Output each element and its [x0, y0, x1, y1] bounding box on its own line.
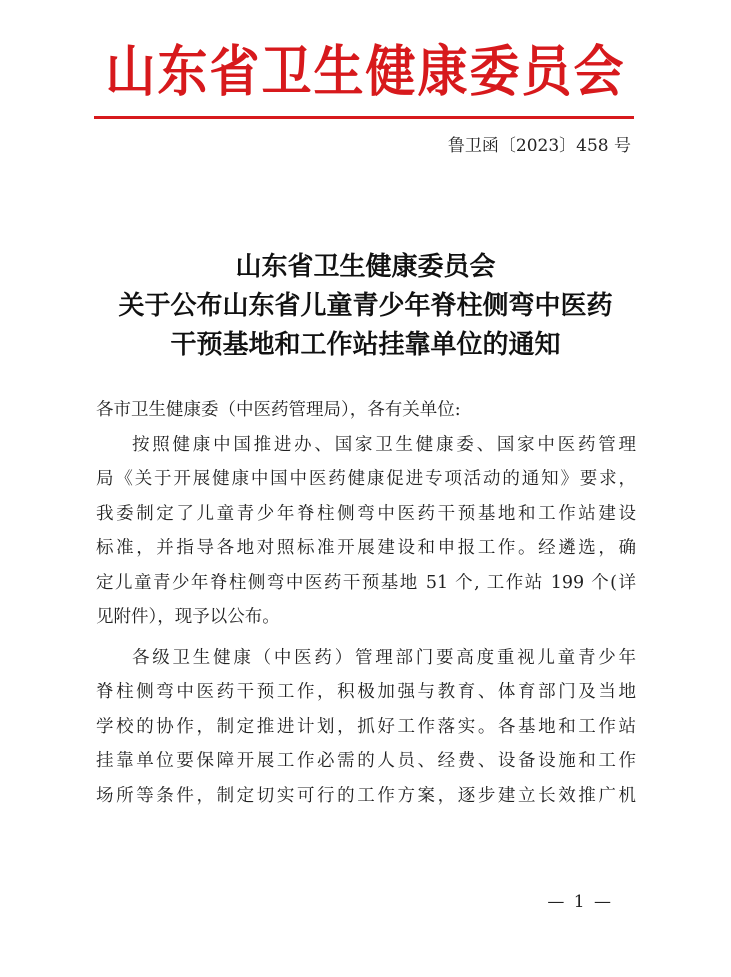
notice-title	[0, 248, 731, 365]
paragraph-2-line: 挂靠单位要保障开展工作必需的人员、经费、设备设施和工作	[96, 751, 636, 771]
paragraph-1-line: 定儿童青少年脊柱侧弯中医药干预基地 51 个, 工作站 199 个(详	[96, 572, 636, 593]
title-line-1: 山东省卫生健康委员会	[235, 252, 496, 282]
paragraph-2-line: 各级卫生健康（中医药）管理部门要高度重视儿童青少年	[132, 647, 636, 668]
title-line-3: 干预基地和工作站挂靠单位的通知	[170, 330, 561, 360]
document-number: 鲁卫函〔2023〕458 号	[447, 136, 631, 156]
paragraph-2-line: 场所等条件，制定切实可行的工作方案，逐步建立长效推广机	[96, 785, 636, 806]
paragraph-1-line: 我委制定了儿童青少年脊柱侧弯中医药干预基地和工作站建设	[96, 503, 636, 524]
red-divider-line	[94, 116, 634, 119]
title-line-2: 关于公布山东省儿童青少年脊柱侧弯中医药	[118, 291, 613, 321]
notice-body	[96, 393, 636, 813]
masthead-title: 山东省卫生健康委员会	[105, 40, 626, 104]
salutation: 各市卫生健康委（中医药管理局），各有关单位:	[96, 400, 461, 420]
paragraph-1-line: 标准，并指导各地对照标准开展建设和申报工作。经遴选，确	[96, 538, 636, 558]
paragraph-1-line: 局《关于开展健康中国中医药健康促进专项活动的通知》要求，	[96, 469, 636, 489]
paragraph-2-line: 学校的协作，制定推进计划，抓好工作落实。各基地和工作站	[96, 716, 636, 737]
paragraph-2-line: 脊柱侧弯中医药干预工作，积极加强与教育、体育部门及当地	[96, 682, 636, 702]
paragraph-1-line: 见附件），现予以公布。	[96, 607, 280, 627]
page-number: — 1 —	[547, 892, 613, 912]
paragraph-1-line: 按照健康中国推进办、国家卫生健康委、国家中医药管理	[132, 434, 636, 455]
